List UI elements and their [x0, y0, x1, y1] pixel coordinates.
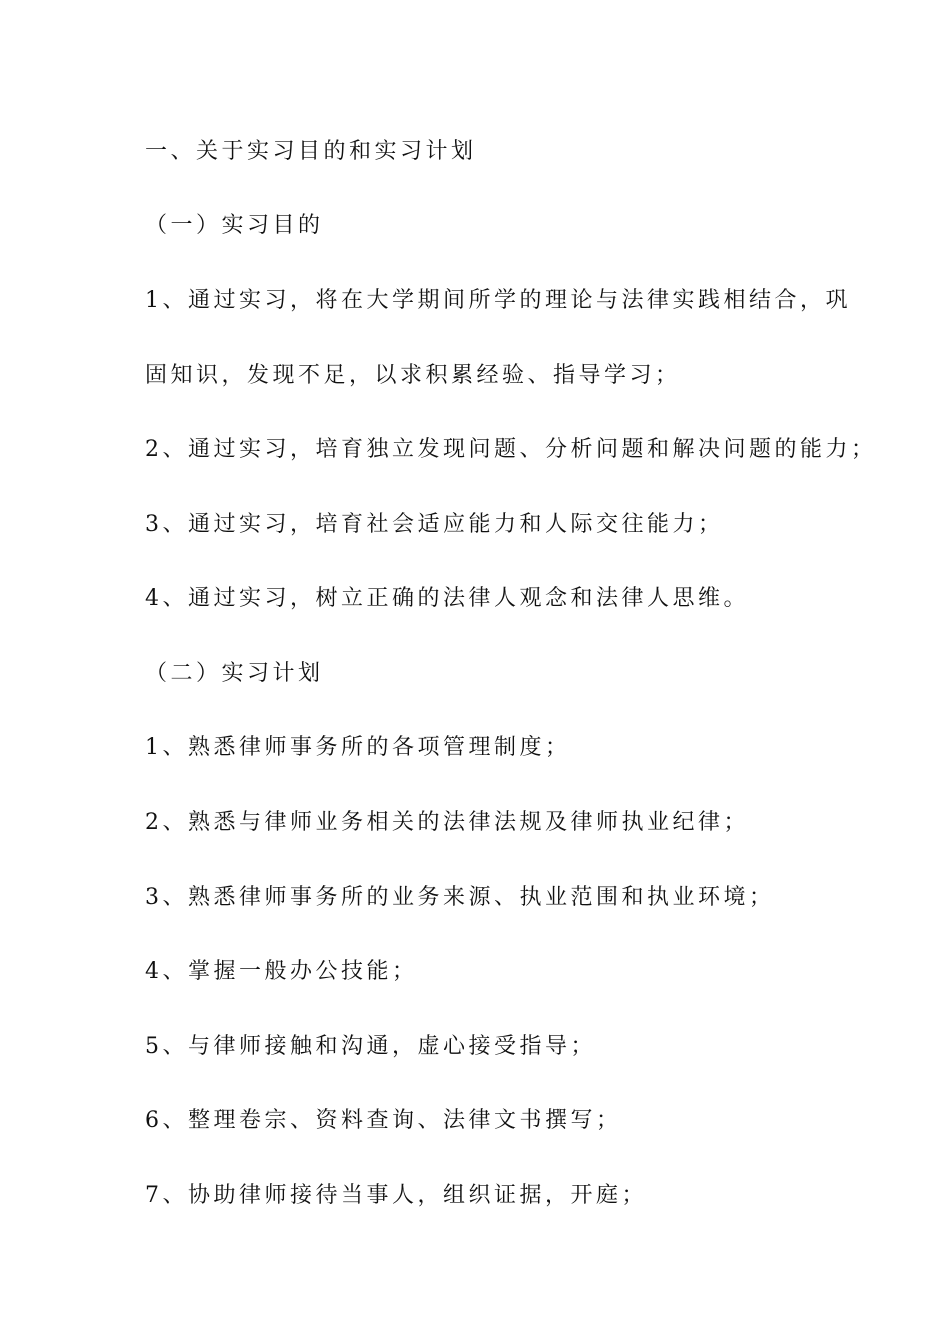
plan-item-2: 2、熟悉与律师业务相关的法律法规及律师执业纪律；	[145, 810, 749, 835]
purpose-item-1: 1、通过实习，将在大学期间所学的理论与法律实践相结合，巩	[145, 288, 851, 313]
plan-item-3: 3、熟悉律师事务所的业务来源、执业范围和执业环境；	[145, 885, 775, 910]
purpose-item-3: 3、通过实习，培育社会适应能力和人际交往能力；	[145, 512, 724, 537]
plan-item-7: 7、协助律师接待当事人，组织证据，开庭；	[145, 1183, 647, 1208]
plan-item-4: 4、掌握一般办公技能；	[145, 959, 418, 984]
subsection-heading-purpose: （一）实习目的	[145, 213, 324, 238]
plan-item-5: 5、与律师接触和沟通，虚心接受指导；	[145, 1034, 596, 1059]
plan-item-6: 6、整理卷宗、资料查询、法律文书撰写；	[145, 1108, 622, 1133]
purpose-item-2: 2、通过实习，培育独立发现问题、分析问题和解决问题的能力；	[145, 437, 877, 462]
plan-item-1: 1、熟悉律师事务所的各项管理制度；	[145, 735, 571, 760]
purpose-item-4: 4、通过实习，树立正确的法律人观念和法律人思维。	[145, 586, 749, 611]
subsection-heading-plan: （二）实习计划	[145, 661, 324, 686]
section-heading: 一、关于实习目的和实习计划	[145, 139, 477, 164]
purpose-item-1-continued: 固知识，发现不足，以求积累经验、指导学习；	[145, 363, 681, 388]
